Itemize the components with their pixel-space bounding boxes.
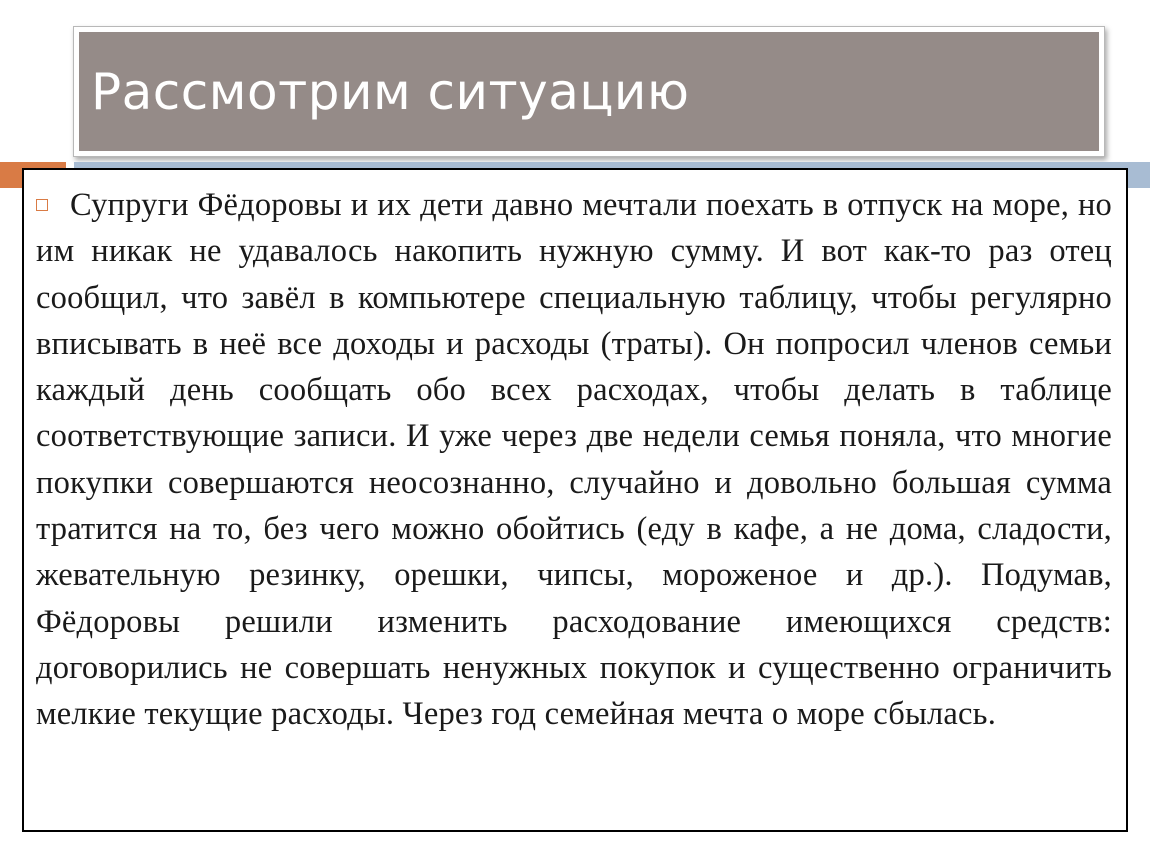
square-bullet-icon	[36, 199, 48, 211]
title-frame	[73, 26, 1105, 157]
body-paragraph	[36, 182, 1112, 738]
body-text: Супруги Фёдоровы и их дети давно мечтали поехать в отпуск на море, но им никак не удавалось накопить нужную сумму. И вот как-то раз отец сообщил, что завёл в компьютере специальную таблицу, чтобы регулярно вписывать в неё все доходы и расходы (траты). Он попросил членов семьи каждый день сообщать обо всех расходах, чтобы делать в таблице соответствующие записи. И уже через две недели семья поняла, что многие покупки совершаются неосознанно, случайно и довольно большая сумма тратится на то, без чего можно обойтись (еду в кафе, а не дома, сладости, жевательную резинку, орешки, чипсы, мороженое и др.). Подумав, Фёдоровы решили изменить расходование имеющихся средств: договорились не совершать ненужных покупок и существенно ограничить мелкие текущие расходы. Через год семейная мечта о море сбылась.	[36, 187, 1112, 733]
content-box	[22, 168, 1128, 832]
slide-title: Рассмотрим ситуацию	[91, 62, 690, 121]
title-box	[79, 32, 1099, 151]
